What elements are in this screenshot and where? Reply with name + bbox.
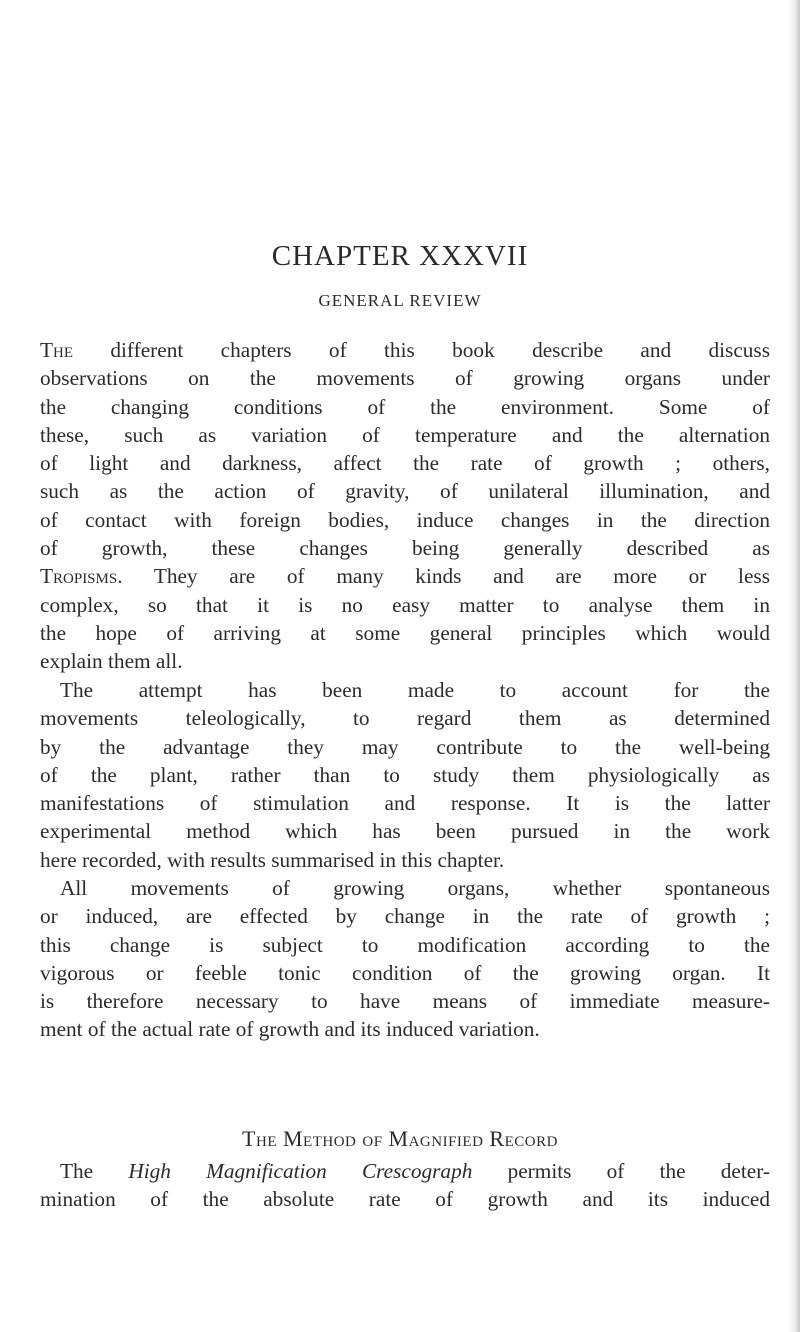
text-line: of the plant, rather than to study them physiologically as <box>40 762 770 787</box>
text-line: of growth, these changes being generally described as <box>40 536 770 561</box>
text-line: these, such as variation of temperature and the alternation <box>40 422 770 447</box>
lead-word: The <box>40 338 74 362</box>
instrument-name: High Magnification Crescograph <box>128 1159 473 1183</box>
text-line: vigorous or feeble tonic condition of the growing organ. It <box>40 960 770 985</box>
section-heading: The Method of Magnified Record <box>242 1126 558 1151</box>
paragraph-crescograph <box>40 1157 770 1214</box>
text-line: The High Magnification Crescograph permits of the deter- <box>60 1159 771 1183</box>
text-line: of contact with foreign bodies, induce changes in the direction <box>40 507 770 532</box>
term-tropisms: Tropisms. <box>40 564 123 589</box>
text-line: observations on the movements of growing organs under <box>40 366 770 391</box>
text-line: movements teleologically, to regard them as determined <box>40 706 770 731</box>
text-line: mination of the absolute rate of growth and its induced <box>40 1187 770 1212</box>
text-line: ment of the actual rate of growth and its induced variation. <box>40 1017 540 1042</box>
text-line: such as the action of gravity, of unilateral illumination, and <box>40 479 770 504</box>
text-line: experimental method which has been pursued in the work <box>40 819 770 844</box>
text-line: complex, so that it is no easy matter to analyse them in <box>40 592 770 617</box>
text-line: The attempt has been made to account for the <box>60 678 770 702</box>
chapter-title: CHAPTER XXXVII <box>271 240 529 272</box>
text-line: the hope of arriving at some general principles which would <box>40 620 770 645</box>
text-line: All movements of growing organs, whether spontaneous <box>60 876 770 900</box>
text-line: explain them all. <box>40 649 183 674</box>
text-line: The different chapters of this book describe and discuss <box>40 338 770 362</box>
text-line: Tropisms. They are of many kinds and are more or less <box>40 564 770 589</box>
chapter-subtitle: GENERAL REVIEW <box>318 291 482 310</box>
paragraph-growth <box>40 874 770 1044</box>
text-line: here recorded, with results summarised in this chapter. <box>40 847 505 872</box>
text-line: manifestations of stimulation and response. It is the latter <box>40 791 770 816</box>
text-line: the changing conditions of the environment. Some of <box>40 394 770 419</box>
text-line: is therefore necessary to have means of immediate measure- <box>40 989 770 1014</box>
text-line: or induced, are effected by change in the rate of growth ; <box>40 904 770 929</box>
text-line: of light and darkness, affect the rate of growth ; others, <box>40 451 770 476</box>
text-line: by the advantage they may contribute to the well-being <box>40 734 770 759</box>
paragraph-intro <box>40 336 770 676</box>
paragraph-teleology <box>40 676 770 874</box>
text-line: this change is subject to modification according to the <box>40 932 770 957</box>
